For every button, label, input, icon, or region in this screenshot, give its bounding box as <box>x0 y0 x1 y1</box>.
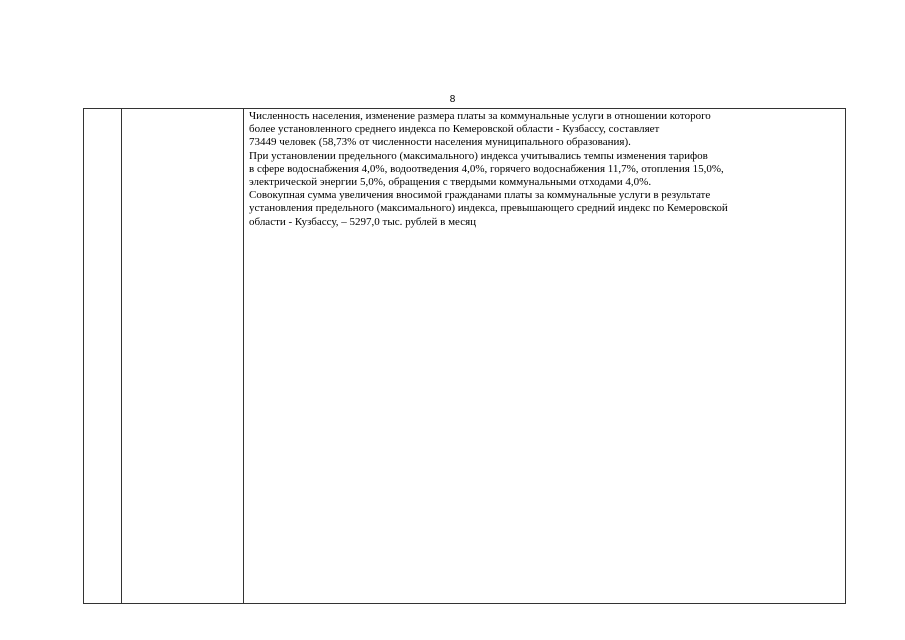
text-line: в сфере водоснабжения 4,0%, водоотведения 4,0%, горячего водоснабжения 11,7%, отопления 15,0%, <box>249 162 724 175</box>
table-column-empty-narrow <box>84 109 122 603</box>
document-table <box>83 108 846 604</box>
text-line: установления предельного (максимального) индекса, превышающего средний индекс по Кемеровской <box>249 202 728 215</box>
table-column-empty-wide <box>122 109 244 603</box>
paragraph-tariff-rates <box>249 150 841 190</box>
page-number: 8 <box>449 94 456 105</box>
text-line: Совокупная сумма увеличения вносимой гражданами платы за коммунальные услуги в результате <box>249 189 711 202</box>
text-line: 73449 человек (58,73% от численности населения муниципального образования). <box>249 136 631 149</box>
text-line: При установлении предельного (максимального) индекса учитывались темпы изменения тарифов <box>249 149 708 162</box>
table-column-text <box>244 109 845 603</box>
paragraph-population <box>249 110 841 150</box>
text-line: более установленного среднего индекса по Кемеровской области - Кузбассу, составляет <box>249 123 660 136</box>
text-line: Численность населения, изменение размера платы за коммунальные услуги в отношении которого <box>249 110 711 122</box>
text-line: электрической энергии 5,0%, обращения с твердыми коммунальными отходами 4,0%. <box>249 176 652 189</box>
text-line: области - Кузбассу, – 5297,0 тыс. рублей в месяц <box>249 215 477 228</box>
paragraph-total-increase <box>249 189 841 229</box>
